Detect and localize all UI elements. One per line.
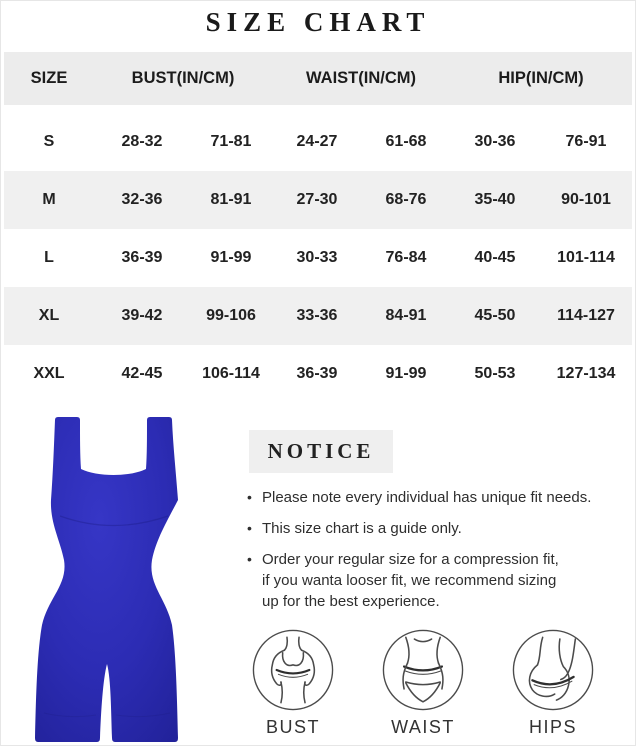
notice-item [247, 487, 633, 508]
notice-text: This size chart is a guide only. [262, 520, 462, 537]
waist-measure-icon [380, 627, 466, 713]
measure-item-waist [364, 627, 482, 738]
notice-list [247, 487, 633, 622]
notice-item [247, 549, 633, 612]
table-row [4, 287, 632, 345]
hip-cm-cell: 76-91 [565, 133, 607, 150]
measure-label: WAIST [391, 717, 455, 737]
measure-item-bust [234, 627, 352, 738]
waist-cm-cell: 76-84 [385, 249, 427, 266]
hip-cm-cell: 90-101 [561, 191, 611, 208]
waist-cm-cell: 61-68 [385, 133, 427, 150]
bullet-icon: • [247, 520, 252, 536]
size-table [4, 52, 632, 403]
measure-label: BUST [265, 717, 320, 737]
waist-in-cell: 24-27 [296, 133, 338, 150]
header-waist: WAIST(IN/CM) [306, 69, 416, 87]
waist-in-cell: 33-36 [296, 307, 338, 324]
size-cell: XL [38, 307, 60, 324]
hip-in-cell: 35-40 [474, 191, 516, 208]
measure-item-hips [494, 627, 612, 738]
bullet-icon: • [247, 489, 252, 505]
table-row [4, 229, 632, 287]
table-header-row [4, 52, 632, 105]
waist-cm-cell: 84-91 [385, 307, 427, 324]
bust-in-cell: 32-36 [121, 191, 163, 208]
waist-in-cell: 36-39 [296, 365, 338, 382]
hip-in-cell: 40-45 [474, 249, 516, 266]
bust-in-cell: 39-42 [121, 307, 163, 324]
notice-item [247, 518, 633, 539]
waist-in-cell: 27-30 [296, 191, 338, 208]
measure-label: HIPS [528, 717, 577, 737]
size-cell: S [43, 133, 55, 150]
hips-measure-icon [510, 627, 596, 713]
size-cell: L [44, 249, 54, 266]
bust-in-cell: 42-45 [121, 365, 163, 382]
measure-icons-row [234, 627, 612, 738]
size-cell: XXL [33, 365, 65, 382]
hip-in-cell: 45-50 [474, 307, 516, 324]
size-cell: M [42, 191, 56, 208]
waist-in-cell: 30-33 [296, 249, 338, 266]
notice-text: Please note every individual has unique fit needs. [262, 489, 592, 506]
bust-measure-icon [250, 627, 336, 713]
bust-cm-cell: 91-99 [210, 249, 252, 266]
table-row [4, 171, 632, 229]
header-size: SIZE [30, 69, 68, 87]
hip-cm-cell: 127-134 [556, 365, 616, 382]
waist-cm-cell: 68-76 [385, 191, 427, 208]
bust-cm-cell: 81-91 [210, 191, 252, 208]
hip-in-cell: 30-36 [474, 133, 516, 150]
bullet-icon: • [247, 551, 252, 567]
bust-cm-cell: 99-106 [206, 307, 256, 324]
header-bust: BUST(IN/CM) [131, 69, 235, 87]
table-row [4, 345, 632, 403]
waist-cm-cell: 91-99 [385, 365, 427, 382]
bust-cm-cell: 71-81 [210, 133, 252, 150]
notice-text: if you wanta looser fit, we recommend sizing [262, 572, 557, 589]
bust-in-cell: 36-39 [121, 249, 163, 266]
notice-text: Order your regular size for a compression fit, [262, 551, 559, 568]
notice-text: up for the best experience. [262, 593, 440, 610]
notice-heading: NOTICE [267, 439, 375, 463]
bust-cm-cell: 106-114 [202, 365, 260, 382]
page-title: SIZE CHART [205, 7, 431, 37]
notice-box [249, 430, 393, 473]
bust-in-cell: 28-32 [121, 133, 163, 150]
hip-in-cell: 50-53 [474, 365, 516, 382]
header-hip: HIP(IN/CM) [498, 69, 584, 87]
hip-cm-cell: 101-114 [557, 249, 615, 266]
table-row [4, 113, 632, 171]
bodysuit-image [20, 413, 190, 746]
hip-cm-cell: 114-127 [557, 307, 615, 324]
